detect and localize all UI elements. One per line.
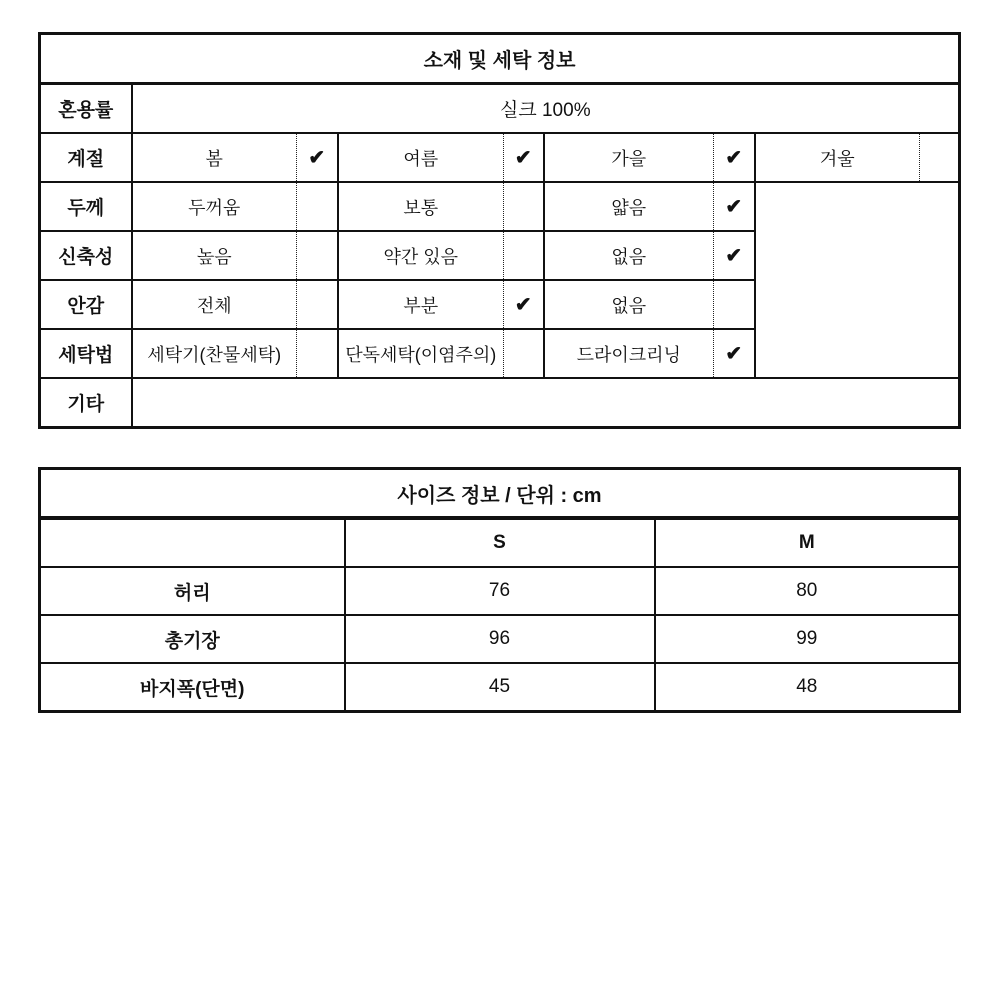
- table-row: [40, 34, 960, 84]
- check-cell: [504, 231, 544, 280]
- option-cell: 없음: [544, 280, 714, 329]
- etc-value-cell: [132, 378, 960, 428]
- size-row-label-pants-width: 바지폭(단면): [40, 663, 345, 712]
- option-cell: 단독세탁(이염주의): [338, 329, 504, 378]
- check-cell: [504, 182, 544, 231]
- check-cell: [920, 133, 960, 182]
- size-row-label-waist: 허리: [40, 567, 345, 615]
- size-value-cell: 80: [655, 567, 960, 615]
- option-cell: 부분: [338, 280, 504, 329]
- check-cell: [297, 231, 338, 280]
- table-row: [40, 84, 960, 134]
- row-label-season: 계절: [40, 133, 132, 182]
- empty-region-cell: [755, 182, 960, 378]
- size-row-label-total-length: 총기장: [40, 615, 345, 663]
- option-cell: 겨울: [755, 133, 920, 182]
- check-cell: [714, 280, 755, 329]
- size-value-cell: 99: [655, 615, 960, 663]
- option-cell: 세탁기(찬물세탁): [132, 329, 297, 378]
- size-col-header-blank: [40, 518, 345, 567]
- row-label-thickness: 두께: [40, 182, 132, 231]
- table-row: [40, 378, 960, 428]
- option-cell: 봄: [132, 133, 297, 182]
- option-cell: 얇음: [544, 182, 714, 231]
- size-table: [38, 467, 961, 713]
- row-label-stretch: 신축성: [40, 231, 132, 280]
- option-cell: 보통: [338, 182, 504, 231]
- table-row: [40, 567, 960, 615]
- row-label-etc: 기타: [40, 378, 132, 428]
- size-value-cell: 48: [655, 663, 960, 712]
- check-cell: ✔: [714, 231, 755, 280]
- row-label-washing: 세탁법: [40, 329, 132, 378]
- table-row: [40, 663, 960, 712]
- check-cell: [504, 329, 544, 378]
- option-cell: 약간 있음: [338, 231, 504, 280]
- check-cell: [297, 182, 338, 231]
- option-cell: 드라이크리닝: [544, 329, 714, 378]
- table-row: [40, 518, 960, 567]
- table-row: [40, 182, 960, 231]
- material-table-title: 소재 및 세탁 정보: [40, 34, 960, 84]
- table-row: [40, 133, 960, 182]
- check-cell: ✔: [714, 182, 755, 231]
- option-cell: 여름: [338, 133, 504, 182]
- option-cell: 가을: [544, 133, 714, 182]
- blend-value-cell: 실크 100%: [132, 84, 960, 134]
- check-cell: [297, 329, 338, 378]
- size-value-cell: 96: [345, 615, 655, 663]
- option-cell: 없음: [544, 231, 714, 280]
- option-cell: 높음: [132, 231, 297, 280]
- option-cell: 두꺼움: [132, 182, 297, 231]
- table-row: [40, 469, 960, 519]
- check-cell: ✔: [504, 133, 544, 182]
- row-label-blend: 혼용률: [40, 84, 132, 134]
- size-col-header-m: M: [655, 518, 960, 567]
- table-row: [40, 615, 960, 663]
- check-cell: ✔: [714, 133, 755, 182]
- check-cell: [297, 280, 338, 329]
- check-cell: ✔: [504, 280, 544, 329]
- check-cell: ✔: [714, 329, 755, 378]
- check-cell: ✔: [297, 133, 338, 182]
- material-care-table: [38, 32, 961, 429]
- row-label-lining: 안감: [40, 280, 132, 329]
- size-col-header-s: S: [345, 518, 655, 567]
- option-cell: 전체: [132, 280, 297, 329]
- size-value-cell: 76: [345, 567, 655, 615]
- size-table-title: 사이즈 정보 / 단위 : cm: [40, 469, 960, 519]
- size-value-cell: 45: [345, 663, 655, 712]
